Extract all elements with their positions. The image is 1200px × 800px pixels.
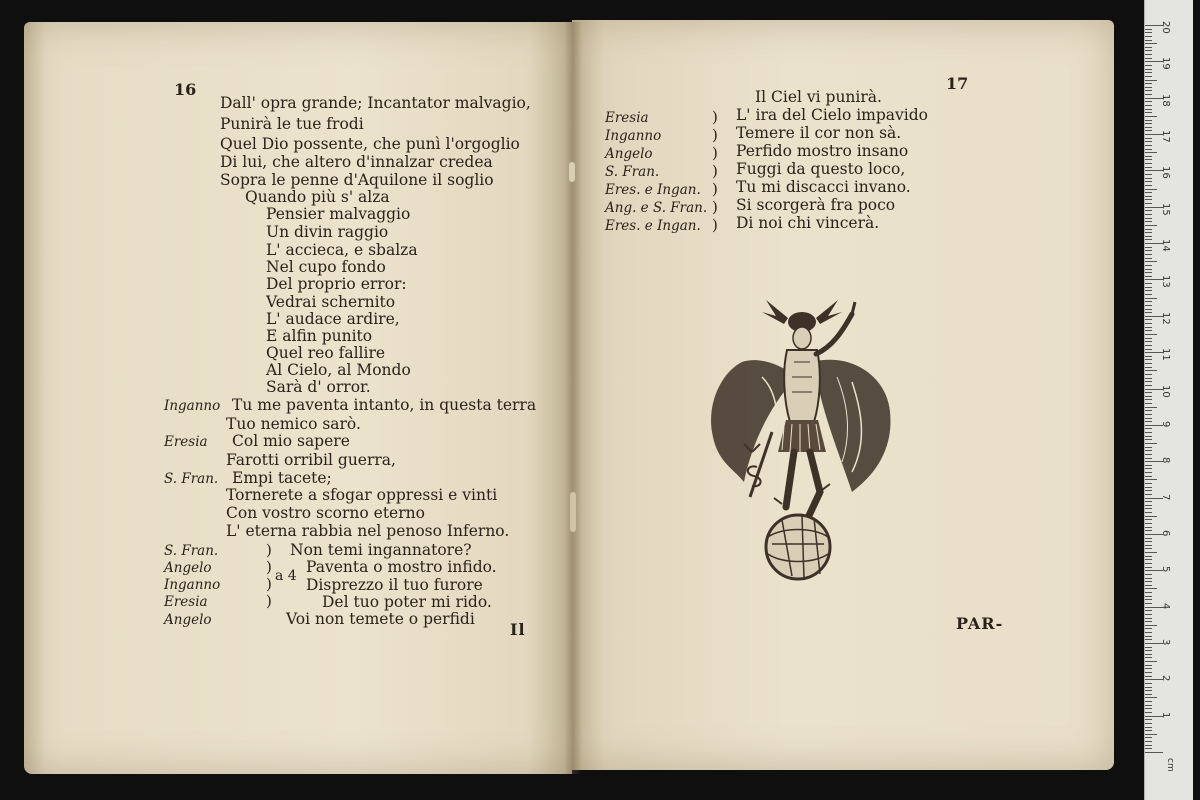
ruler-tick [1145, 647, 1152, 648]
ruler-tick [1145, 87, 1152, 88]
bracket-mark: ) [712, 126, 718, 144]
ruler-tick [1145, 319, 1152, 320]
ruler-tick [1145, 287, 1152, 288]
text-line: Disprezzo il tuo furore [306, 576, 483, 594]
ruler-tick [1145, 254, 1152, 255]
binding-thread [569, 162, 575, 182]
ruler-number: 14 [1160, 239, 1171, 252]
ruler-tick [1145, 239, 1152, 240]
ruler-tick [1145, 47, 1152, 48]
text-line: L' eterna rabbia nel penoso Inferno. [226, 522, 510, 540]
ruler-tick [1145, 370, 1157, 371]
speaker-label: Ang. e S. Fran. [605, 200, 708, 216]
text-line: Non temi ingannatore? [290, 541, 472, 559]
speaker-label: Inganno [164, 398, 221, 414]
ruler-tick [1145, 567, 1152, 568]
ruler-tick [1145, 432, 1152, 433]
ruler-tick [1145, 69, 1152, 70]
ruler-tick [1145, 290, 1152, 291]
ruler-number: 12 [1160, 311, 1171, 325]
ruler-tick [1145, 548, 1152, 549]
ruler-tick [1145, 610, 1152, 611]
ruler-tick [1145, 501, 1152, 502]
ruler-tick [1145, 672, 1152, 673]
ruler-tick [1145, 508, 1152, 509]
ruler-tick [1145, 341, 1152, 342]
ruler-tick [1145, 378, 1152, 379]
catchword: Il [510, 620, 526, 639]
ruler-tick [1145, 421, 1152, 422]
ruler-tick [1145, 697, 1157, 698]
ruler-tick [1145, 80, 1157, 81]
text-line: Paventa o mostro infido. [306, 558, 497, 576]
ruler-tick [1145, 94, 1152, 95]
ruler-tick [1145, 123, 1152, 124]
ruler-number: 4 [1160, 602, 1171, 609]
speaker-label: Eres. e Ingan. [605, 182, 701, 198]
ruler-tick [1145, 269, 1152, 270]
ruler-tick [1145, 167, 1152, 168]
ruler-tick [1145, 450, 1152, 451]
ruler-tick [1145, 298, 1157, 299]
ruler-tick [1145, 301, 1152, 302]
ruler-tick [1145, 192, 1152, 193]
speaker-label: Angelo [164, 612, 212, 628]
ruler-tick [1145, 650, 1152, 651]
ruler-tick [1145, 58, 1152, 59]
measurement-ruler [1144, 0, 1193, 800]
ruler-tick [1145, 730, 1152, 731]
ruler-tick [1145, 687, 1152, 688]
ruler-tick [1145, 305, 1152, 306]
ruler-tick [1145, 490, 1152, 491]
ruler-tick [1145, 156, 1152, 157]
ruler-tick [1145, 309, 1152, 310]
ruler-tick [1145, 741, 1152, 742]
text-line: L' accieca, e sbalza [266, 241, 418, 259]
ruler-tick [1145, 345, 1152, 346]
ruler-tick [1145, 32, 1152, 33]
ruler-tick [1145, 294, 1152, 295]
ruler-tick [1145, 312, 1152, 313]
ruler-tick [1145, 90, 1152, 91]
ruler-tick [1145, 381, 1152, 382]
ruler-tick [1145, 472, 1152, 473]
speaker-label: S. Fran. [605, 164, 660, 180]
ruler-tick [1145, 392, 1152, 393]
ruler-tick [1145, 399, 1152, 400]
ruler-tick [1145, 487, 1152, 488]
ruler-tick [1145, 65, 1152, 66]
speaker-label: Inganno [605, 128, 662, 144]
ruler-tick [1145, 465, 1152, 466]
speaker-label: Angelo [605, 146, 653, 162]
ruler-tick [1145, 436, 1152, 437]
ruler-tick [1145, 407, 1157, 408]
ruler-tick [1145, 43, 1157, 44]
ruler-tick [1145, 83, 1152, 84]
ruler-tick [1145, 199, 1152, 200]
ruler-tick [1145, 592, 1152, 593]
ruler-tick [1145, 40, 1152, 41]
ruler-tick [1145, 159, 1152, 160]
text-line: Di noi chi vincerà. [736, 214, 880, 232]
ruler-tick [1145, 367, 1152, 368]
ruler-tick [1145, 261, 1157, 262]
speaker-label: Inganno [164, 577, 221, 593]
text-line: Del proprio error: [266, 275, 407, 293]
ruler-tick [1145, 225, 1157, 226]
ruler-tick [1145, 265, 1152, 266]
ruler-tick [1145, 120, 1152, 121]
ruler-tick [1145, 112, 1152, 113]
text-line: Quando più s' alza [245, 188, 390, 206]
speaker-label: Eresia [605, 110, 649, 126]
ruler-unit: cm [1165, 758, 1175, 772]
ruler-tick [1145, 530, 1152, 531]
text-line: L' audace ardire, [266, 310, 400, 328]
ruler-tick [1145, 559, 1152, 560]
ruler-number: 13 [1160, 275, 1171, 289]
ruler-tick [1145, 145, 1152, 146]
left-page [24, 22, 572, 774]
ruler-tick [1145, 214, 1152, 215]
ruler-tick [1145, 221, 1152, 222]
ruler-number: 1 [1160, 711, 1171, 719]
text-line: Al Cielo, al Mondo [266, 361, 411, 379]
ruler-number: 3 [1160, 638, 1171, 646]
ruler-tick [1145, 210, 1152, 211]
text-line: Tu mi discacci invano. [736, 178, 911, 196]
ruler-tick [1145, 727, 1152, 728]
ruler-tick [1145, 374, 1152, 375]
open-book [24, 22, 1114, 774]
ruler-tick [1145, 694, 1152, 695]
text-line: Temere il cor non sà. [736, 124, 902, 142]
ruler-number: 16 [1160, 166, 1171, 180]
mercury-woodcut-icon [702, 292, 902, 582]
ruler-tick [1145, 439, 1152, 440]
ruler-tick [1145, 258, 1152, 259]
text-line: Pensier malvaggio [266, 205, 411, 223]
ruler-tick [1145, 327, 1152, 328]
bracket-mark: ) [266, 592, 272, 610]
text-line: Punirà le tue frodi [220, 115, 364, 133]
bracket-mark: ) [712, 216, 718, 234]
ruler-tick [1145, 734, 1157, 735]
text-line: Tuo nemico sarò. [226, 415, 361, 433]
ruler-tick [1145, 563, 1152, 564]
ruler-tick [1145, 454, 1152, 455]
page-number-right: 17 [946, 74, 969, 93]
ruler-number: 2 [1160, 675, 1171, 682]
ruler-tick [1145, 628, 1152, 629]
ruler-tick [1145, 218, 1152, 219]
ruler-tick [1145, 334, 1157, 335]
ruler-tick [1145, 349, 1152, 350]
text-line: Perfido mostro insano [736, 142, 909, 160]
ruler-tick [1145, 36, 1152, 37]
ruler-tick [1145, 468, 1152, 469]
ruler-tick [1145, 72, 1152, 73]
ruler-tick [1145, 723, 1152, 724]
text-line: Si scorgerà fra poco [736, 196, 896, 214]
ruler-number: 5 [1160, 566, 1171, 573]
text-line: Dall' opra grande; Incantator malvagio, [220, 94, 531, 112]
ruler-tick [1145, 385, 1152, 386]
ruler-tick [1145, 196, 1152, 197]
ruler-tick [1145, 618, 1152, 619]
ruler-tick [1145, 236, 1152, 237]
right-page [572, 20, 1114, 770]
ruler-tick [1145, 116, 1157, 117]
ruler-tick [1145, 276, 1152, 277]
ruler-tick [1145, 174, 1152, 175]
ruler-tick [1145, 247, 1152, 248]
ruler-tick [1145, 330, 1152, 331]
ruler-tick [1145, 178, 1152, 179]
ruler-tick [1145, 668, 1152, 669]
ruler-number: 9 [1160, 420, 1171, 428]
ruler-tick [1145, 458, 1152, 459]
text-line: Del tuo poter mi rido. [322, 593, 492, 611]
ruler-tick [1145, 574, 1152, 575]
bracket-mark: ) [712, 162, 718, 180]
ruler-tick [1145, 338, 1152, 339]
ruler-tick [1145, 690, 1152, 691]
ruler-tick [1145, 250, 1152, 251]
ruler-tick [1145, 552, 1157, 553]
ruler-tick [1145, 428, 1152, 429]
speaker-label: Eresia [164, 434, 208, 450]
ruler-tick [1145, 232, 1152, 233]
speaker-label: Eresia [164, 594, 208, 610]
ruler-number: 18 [1160, 93, 1171, 107]
speaker-label: Eres. e Ingan. [605, 218, 701, 234]
ruler-tick [1145, 203, 1152, 204]
ruler-tick [1145, 152, 1157, 153]
ruler-tick [1145, 163, 1152, 164]
ruler-tick [1145, 752, 1163, 753]
speaker-label: S. Fran. [164, 543, 219, 559]
ruler-tick [1145, 683, 1152, 684]
ruler-number: 10 [1160, 384, 1171, 398]
bracket-mark: ) [266, 541, 272, 559]
ruler-tick [1145, 701, 1152, 702]
ruler-number: 8 [1160, 457, 1171, 464]
text-line: Tu me paventa intanto, in questa terra [232, 396, 537, 414]
bracket-mark: ) [712, 108, 718, 126]
ruler-tick [1145, 712, 1152, 713]
ruler-tick [1145, 745, 1152, 746]
ruler-number: 19 [1160, 57, 1171, 71]
ruler-tick [1145, 625, 1157, 626]
ruler-tick [1145, 519, 1152, 520]
ruler-tick [1145, 356, 1152, 357]
page-number-left: 16 [174, 80, 197, 99]
text-line: Di lui, che altero d'innalzar credea [220, 153, 493, 171]
ruler-tick [1145, 639, 1152, 640]
ruler-tick [1145, 149, 1152, 150]
ruler-tick [1145, 541, 1152, 542]
ensemble-mark: a 4 [275, 568, 297, 584]
ruler-tick [1145, 323, 1152, 324]
text-line: Col mio sapere [232, 432, 350, 450]
ruler-tick [1145, 189, 1157, 190]
ruler-tick [1145, 443, 1157, 444]
ruler-tick [1145, 527, 1152, 528]
ruler-tick [1145, 418, 1152, 419]
ruler-tick [1145, 109, 1152, 110]
ruler-tick [1145, 127, 1152, 128]
ruler-tick [1145, 676, 1152, 677]
ruler-tick [1145, 283, 1152, 284]
ruler-tick [1145, 614, 1152, 615]
speaker-label: Angelo [164, 560, 212, 576]
ruler-tick [1145, 138, 1152, 139]
bracket-mark: ) [712, 198, 718, 216]
ruler-tick [1145, 396, 1152, 397]
text-line: Con vostro scorno eterno [226, 504, 425, 522]
ruler-tick [1145, 403, 1152, 404]
text-line: Vedrai schernito [266, 293, 396, 311]
ruler-tick [1145, 272, 1152, 273]
text-line: Il Ciel vi punirà. [755, 88, 882, 106]
ruler-tick [1145, 130, 1152, 131]
ruler-tick [1145, 578, 1152, 579]
ruler-tick [1145, 54, 1152, 55]
binding-thread [570, 492, 576, 532]
ruler-tick [1145, 599, 1152, 600]
bracket-mark: ) [712, 180, 718, 198]
ruler-tick [1145, 661, 1157, 662]
ruler-number: 6 [1160, 529, 1171, 537]
text-line: Quel reo fallire [266, 344, 386, 362]
ruler-tick [1145, 719, 1152, 720]
ruler-tick [1145, 494, 1152, 495]
ruler-tick [1145, 523, 1152, 524]
ruler-number: 17 [1160, 130, 1171, 143]
ruler-number: 7 [1160, 493, 1171, 500]
ruler-tick [1145, 229, 1152, 230]
ruler-tick [1145, 181, 1152, 182]
ruler-tick [1145, 708, 1152, 709]
ruler-tick [1145, 603, 1152, 604]
ruler-tick [1145, 76, 1152, 77]
ruler-tick [1145, 596, 1152, 597]
ruler-tick [1145, 50, 1152, 51]
text-line: Empi tacete; [232, 469, 332, 487]
ruler-tick [1145, 636, 1152, 637]
ruler-tick [1145, 705, 1152, 706]
ruler-tick [1145, 512, 1152, 513]
ruler-tick [1145, 581, 1152, 582]
ruler-tick [1145, 654, 1152, 655]
bracket-mark: ) [266, 558, 272, 576]
ruler-tick [1145, 505, 1152, 506]
text-line: E alfin punito [266, 327, 373, 345]
ruler-tick [1145, 141, 1152, 142]
text-line: Quel Dio possente, che punì l'orgoglio [220, 135, 520, 153]
text-line: Fuggi da questo loco, [736, 160, 906, 178]
ruler-tick [1145, 556, 1152, 557]
text-line: Farotti orribil guerra, [226, 451, 396, 469]
ruler-tick [1145, 585, 1152, 586]
ruler-tick [1145, 621, 1152, 622]
ruler-tick [1145, 737, 1152, 738]
ruler-tick [1145, 359, 1152, 360]
ruler-number: 11 [1160, 348, 1171, 361]
text-line: L' ira del Cielo impavido [736, 106, 928, 124]
speaker-label: S. Fran. [164, 471, 219, 487]
ruler-tick [1145, 414, 1152, 415]
ruler-tick [1145, 447, 1152, 448]
text-line: Nel cupo fondo [266, 258, 386, 276]
book-gutter [564, 22, 582, 774]
ruler-tick [1145, 410, 1152, 411]
ruler-number: 20 [1160, 21, 1171, 34]
text-line: Tornerete a sfogar oppressi e vinti [226, 486, 498, 504]
ruler-number: 15 [1160, 202, 1171, 216]
ruler-tick [1145, 545, 1152, 546]
ruler-tick [1145, 483, 1152, 484]
text-line: Un divin raggio [266, 223, 389, 241]
ruler-tick [1145, 748, 1152, 749]
ruler-tick [1145, 538, 1152, 539]
bracket-mark: ) [266, 575, 272, 593]
ruler-tick [1145, 476, 1152, 477]
text-line: Sopra le penne d'Aquilone il soglio [220, 171, 494, 189]
ruler-tick [1145, 29, 1152, 30]
ruler-tick [1145, 516, 1157, 517]
text-line: Sarà d' orror. [266, 378, 371, 396]
ruler-tick [1145, 363, 1152, 364]
ruler-tick [1145, 105, 1152, 106]
ruler-tick [1145, 185, 1152, 186]
ruler-tick [1145, 588, 1157, 589]
catchword: PAR- [956, 614, 1004, 633]
text-line: Voi non temete o perfidi [286, 610, 475, 628]
ruler-tick [1145, 632, 1152, 633]
bracket-mark: ) [712, 144, 718, 162]
ruler-tick [1145, 665, 1152, 666]
ruler-tick [1145, 479, 1157, 480]
ruler-tick [1145, 657, 1152, 658]
ruler-tick [1145, 101, 1152, 102]
